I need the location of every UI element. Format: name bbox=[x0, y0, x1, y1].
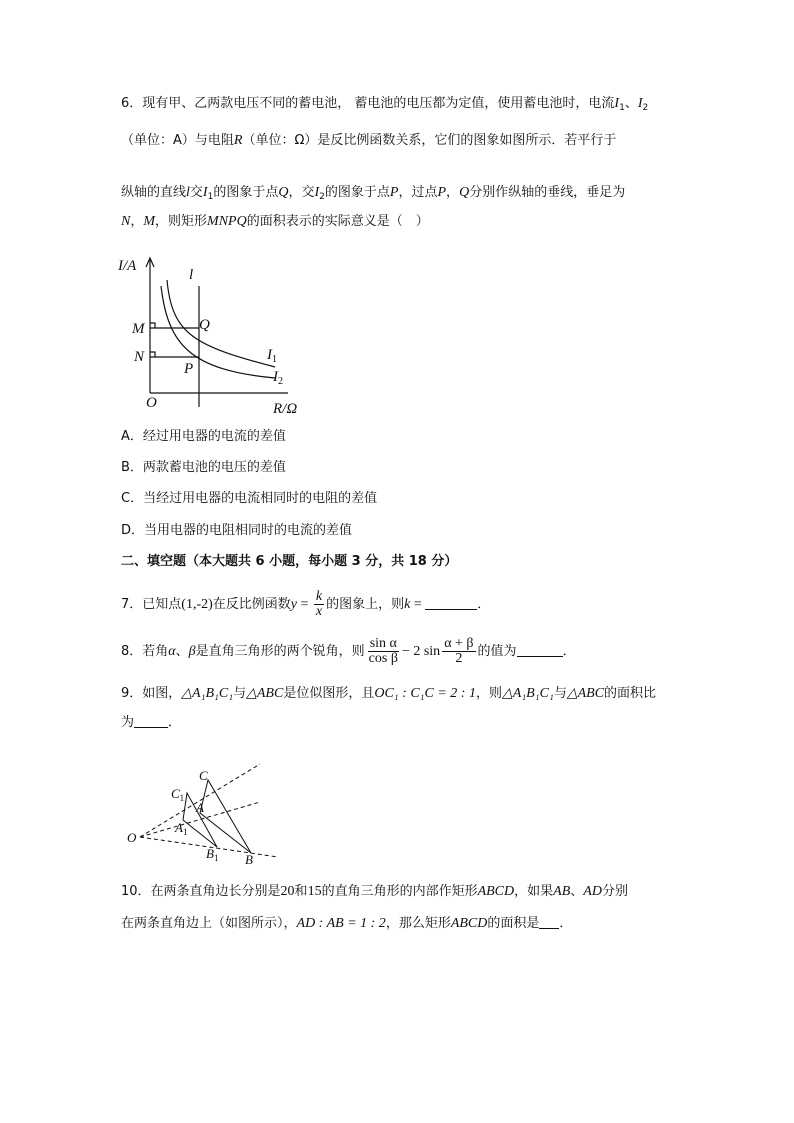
q10-line-2: 在两条直角边上（如图所示），AD : AB = 1 : 2，那么矩形ABCD的面积是 ． bbox=[121, 916, 573, 931]
graph-origin: O bbox=[146, 395, 157, 411]
q6-option-b: B．两款蓄电池的电压的差值 bbox=[121, 460, 286, 475]
fig-label-a: A bbox=[196, 800, 204, 815]
graph-point-p: P bbox=[184, 361, 194, 377]
graph-point-n: N bbox=[134, 349, 145, 365]
fig-label-b: B bbox=[245, 852, 253, 867]
q9-figure bbox=[120, 760, 280, 870]
q6-option-c: C．当经过用电器的电流相同时的电阻的差值 bbox=[121, 491, 378, 506]
graph-curve-i1 bbox=[167, 280, 275, 367]
graph-ylabel: I/A bbox=[118, 258, 137, 274]
q7: 7．已知点(1,-2)在反比例函数y = $\frac{k}{x}$ 的图象上，则k = ． bbox=[121, 589, 491, 619]
q6-option-d: D．当用电器的电阻相同时的电流的差值 bbox=[121, 523, 353, 538]
q8: 8．若角α、β是直角三角形的两个锐角，则 $\frac{\text{sin α}}{\text{cos β}}$ − 2 sin $\frac{\alpha + \beta}{2}$ 的值为 ． bbox=[121, 636, 576, 666]
fig-label-a1: $A_1$ bbox=[175, 820, 188, 837]
q10-answer-blank bbox=[539, 914, 559, 929]
q6-graph bbox=[110, 250, 320, 420]
q6-line-1: 6．现有甲、乙两款电压不同的蓄电池， 蓄电池的电压都为定值，使用蓄电池时，电流$I_1$、$I_2$ bbox=[121, 96, 649, 113]
graph-curve-i2 bbox=[161, 286, 275, 378]
graph-right-angle-m bbox=[150, 323, 155, 328]
q7-answer-blank bbox=[425, 595, 477, 610]
graph-point-m: M bbox=[132, 321, 145, 337]
q9-line-2: 为 ． bbox=[121, 715, 182, 730]
fig-label-b1: $B_1$ bbox=[206, 846, 219, 863]
triangle-abc bbox=[200, 780, 251, 853]
graph-curve-label-i1: $I_1$ bbox=[267, 347, 277, 365]
fig-label-c1: $C_1$ bbox=[171, 786, 185, 803]
graph-point-q: Q bbox=[199, 317, 210, 333]
q9-line-1: 9．如图，△A₁B₁C₁与△ABC是位似图形，且OC₁ : C₁C = 2 : 1，则△A₁B₁C₁与△ABC的面积比 bbox=[121, 686, 657, 701]
graph-curve-label-i2: $I_2$ bbox=[273, 369, 283, 387]
q8-answer-blank bbox=[517, 642, 563, 657]
q6-line-4: N，M，则矩形MNPQ的面积表示的实际意义是（ ） bbox=[121, 214, 429, 229]
q9-answer-blank bbox=[134, 713, 168, 728]
q6-option-a: A．经过用电器的电流的差值 bbox=[121, 429, 286, 444]
fig-label-o: O bbox=[127, 830, 137, 845]
fig-label-c: C bbox=[199, 768, 208, 783]
graph-xlabel: R/Ω bbox=[273, 401, 298, 417]
q10-line-1: 10．在两条直角边长分别是20和15的直角三角形的内部作矩形ABCD，如果AB、AD分别 bbox=[121, 884, 628, 899]
graph-line-label: l bbox=[189, 267, 194, 283]
q6-line-2: （单位：A）与电阻R（单位：Ω）是反比例函数关系，它们的图象如图所示．若平行于 bbox=[121, 133, 617, 148]
graph-right-angle-n bbox=[150, 352, 155, 357]
section-heading: 二、填空题（本大题共 6 小题，每小题 3 分，共 18 分） bbox=[121, 554, 458, 569]
q6-line-3: 纵轴的直线l交$I_1$的图象于点Q，交$I_2$的图象于点P，过点P，Q分别作纵轴的垂线，垂足为 bbox=[121, 185, 626, 202]
